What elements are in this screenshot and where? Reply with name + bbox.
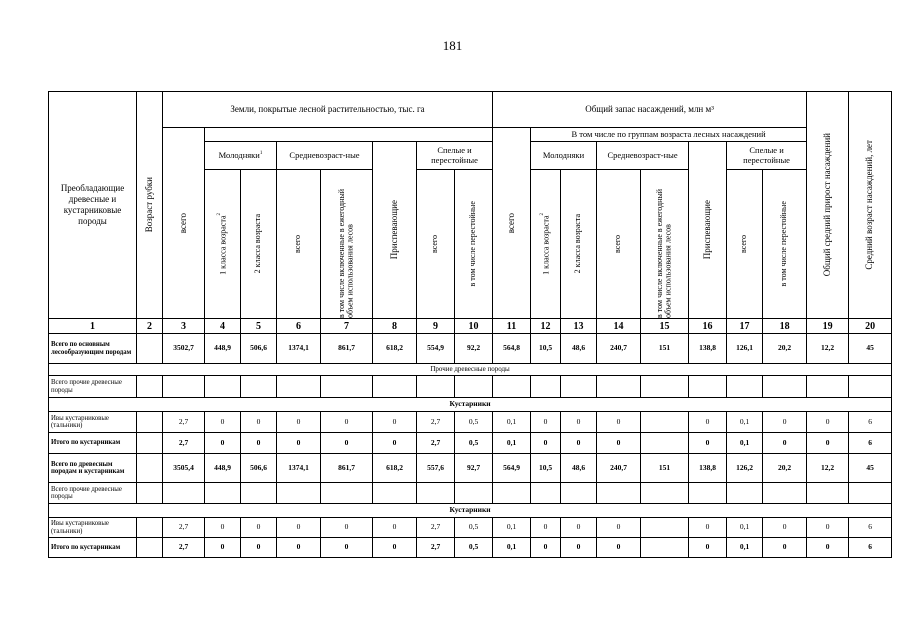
row-label: Итого по кустарникам	[49, 538, 137, 558]
table-cell: 2,7	[163, 538, 205, 558]
row-label: Ивы кустарниковые (тальники)	[49, 412, 137, 433]
stock-total-header: всего	[493, 128, 531, 319]
column-number: 8	[373, 319, 417, 334]
column-number: 20	[849, 319, 892, 334]
avg-age-header: Средний возраст насаждений, лет	[849, 92, 892, 319]
table-cell: 0	[205, 518, 241, 538]
column-number: 17	[727, 319, 763, 334]
table-cell: 0	[241, 518, 277, 538]
table-cell: 861,7	[321, 334, 373, 364]
table-cell: 448,9	[205, 454, 241, 483]
table-cell: 0,1	[727, 518, 763, 538]
row-label: Всего прочие древесные породы	[49, 376, 137, 398]
table-cell: 0,1	[727, 412, 763, 433]
table-cell: 0	[373, 518, 417, 538]
table-cell: 2,7	[417, 412, 455, 433]
table-cell: 0	[807, 412, 849, 433]
middle-total-header: всего	[277, 170, 321, 319]
table-cell	[137, 334, 163, 364]
young-header: Молодняки$^1$	[205, 142, 277, 170]
table-cell: 12,2	[807, 454, 849, 483]
table-cell	[493, 483, 531, 504]
table-cell: 0,5	[455, 538, 493, 558]
table-cell	[321, 483, 373, 504]
table-cell	[137, 518, 163, 538]
table-cell: 45	[849, 454, 892, 483]
table-cell: 3505,4	[163, 454, 205, 483]
table-cell: 151	[641, 454, 689, 483]
table-cell: 12,2	[807, 334, 849, 364]
table-cell: 0	[373, 433, 417, 454]
table-cell: 2,7	[417, 433, 455, 454]
table-cell: 0	[321, 433, 373, 454]
table-cell	[241, 483, 277, 504]
class1-header: 1 класса возраста$^2$	[205, 170, 241, 319]
mature-incl-header: в том числе перестойные	[455, 170, 493, 319]
table-cell: 506,6	[241, 454, 277, 483]
table-row	[49, 454, 892, 483]
table-cell	[137, 433, 163, 454]
table-cell: 2,7	[163, 433, 205, 454]
table-cell	[493, 376, 531, 398]
table-row	[49, 412, 892, 433]
table-cell: 0	[763, 518, 807, 538]
table-cell: 0,5	[455, 433, 493, 454]
table-cell: 1374,1	[277, 454, 321, 483]
middle-header: Средневозраст-ные	[277, 142, 373, 170]
table-cell	[807, 376, 849, 398]
table-cell	[205, 483, 241, 504]
table-cell: 0	[689, 518, 727, 538]
class2-header: 2 класса возраста	[241, 170, 277, 319]
stock-mature-header: Спелые и перестойные	[727, 142, 807, 170]
stock-ripening-header: Приспевающие	[689, 142, 727, 319]
table-cell	[689, 483, 727, 504]
table-cell: 0	[689, 433, 727, 454]
table-cell: 10,5	[531, 454, 561, 483]
table-cell: 0	[807, 433, 849, 454]
area-blank-cell	[205, 128, 493, 142]
table-cell: 92,2	[455, 334, 493, 364]
table-row	[49, 376, 892, 398]
table-cell: 2,7	[163, 518, 205, 538]
table-cell: 564,8	[493, 334, 531, 364]
row-label: Ивы кустарниковые (тальники)	[49, 518, 137, 538]
mature-total-header: всего	[417, 170, 455, 319]
area-total-header: всего	[163, 128, 205, 319]
table-cell	[137, 454, 163, 483]
table-cell: 0	[373, 538, 417, 558]
middle-incl-header: в том числе включенные в ежегодный объем использования лесов	[321, 170, 373, 319]
table-cell	[561, 483, 597, 504]
table-cell	[641, 518, 689, 538]
table-cell: 6	[849, 518, 892, 538]
table-row	[49, 538, 892, 558]
table-cell: 48,6	[561, 334, 597, 364]
table-cell: 0,1	[493, 412, 531, 433]
table-cell: 0	[531, 518, 561, 538]
table-cell: 0	[277, 518, 321, 538]
table-cell: 554,9	[417, 334, 455, 364]
table-cell	[137, 376, 163, 398]
table-cell: 0	[561, 538, 597, 558]
column-numbers-row	[49, 319, 892, 334]
stock-young-header: Молодняки	[531, 142, 597, 170]
table-cell: 0	[205, 538, 241, 558]
column-number: 12	[531, 319, 561, 334]
table-cell: 0	[241, 538, 277, 558]
table-row	[49, 483, 892, 504]
table-cell: 0	[373, 412, 417, 433]
table-cell	[373, 376, 417, 398]
page-number: 181	[442, 38, 463, 53]
column-number: 10	[455, 319, 493, 334]
table-cell: 0	[205, 412, 241, 433]
table-cell	[727, 376, 763, 398]
area-group-header: Земли, покрытые лесной растительностью, тыс. га	[163, 92, 493, 128]
table-cell: 0	[597, 518, 641, 538]
table-cell: 48,6	[561, 454, 597, 483]
cut-age-header: Возраст рубки	[137, 92, 163, 319]
table-cell: 0	[763, 538, 807, 558]
table-cell: 0	[241, 433, 277, 454]
table-cell: 240,7	[597, 454, 641, 483]
table-cell	[763, 483, 807, 504]
table-cell	[641, 433, 689, 454]
table-cell	[641, 483, 689, 504]
table-cell: 0	[321, 412, 373, 433]
table-cell: 0	[561, 518, 597, 538]
table-cell	[321, 376, 373, 398]
table-cell: 0	[597, 433, 641, 454]
section-row	[49, 504, 892, 518]
column-number: 14	[597, 319, 641, 334]
column-number: 18	[763, 319, 807, 334]
stock-mature-incl-header: в том числе перестойные	[763, 170, 807, 319]
column-number: 19	[807, 319, 849, 334]
ripening-header: Приспевающие	[373, 142, 417, 319]
column-number: 7	[321, 319, 373, 334]
table-cell	[455, 483, 493, 504]
table-cell	[241, 376, 277, 398]
table-cell: 240,7	[597, 334, 641, 364]
table-cell	[455, 376, 493, 398]
stock-class2-header: 2 класса возраста	[561, 170, 597, 319]
table-cell	[641, 412, 689, 433]
table-cell: 10,5	[531, 334, 561, 364]
table-cell: 6	[849, 433, 892, 454]
mature-header: Спелые и перестойные	[417, 142, 493, 170]
table-cell: 0	[763, 433, 807, 454]
column-number: 6	[277, 319, 321, 334]
table-cell: 0	[561, 433, 597, 454]
table-cell: 0	[531, 433, 561, 454]
table-cell: 0	[277, 412, 321, 433]
table-cell: 138,8	[689, 334, 727, 364]
table-cell: 2,7	[417, 518, 455, 538]
table-cell	[163, 483, 205, 504]
table-cell	[849, 483, 892, 504]
table-cell	[763, 376, 807, 398]
table-cell: 0,1	[493, 538, 531, 558]
table-cell: 2,7	[417, 538, 455, 558]
table-cell: 6	[849, 412, 892, 433]
table-cell: 20,2	[763, 334, 807, 364]
table-cell	[137, 412, 163, 433]
table-cell: 0	[321, 518, 373, 538]
table-cell: 0	[807, 518, 849, 538]
table-cell: 506,6	[241, 334, 277, 364]
table-cell: 151	[641, 334, 689, 364]
stock-mature-total-header: всего	[727, 170, 763, 319]
table-cell	[417, 376, 455, 398]
table-row	[49, 334, 892, 364]
column-number: 4	[205, 319, 241, 334]
column-number: 1	[49, 319, 137, 334]
table-cell	[531, 376, 561, 398]
table-cell: 0	[531, 412, 561, 433]
table-cell	[417, 483, 455, 504]
table-cell	[163, 376, 205, 398]
table-cell: 3502,7	[163, 334, 205, 364]
table-cell: 861,7	[321, 454, 373, 483]
forest-stock-table	[48, 91, 892, 558]
table-cell: 0	[689, 412, 727, 433]
stock-middle-total-header: всего	[597, 170, 641, 319]
table-cell	[277, 483, 321, 504]
table-cell	[597, 376, 641, 398]
column-number: 9	[417, 319, 455, 334]
table-cell: 138,8	[689, 454, 727, 483]
table-cell	[641, 538, 689, 558]
table-cell: 0,1	[493, 433, 531, 454]
stock-group-header: Общий запас насаждений, млн м³	[493, 92, 807, 128]
table-cell: 0	[763, 412, 807, 433]
table-cell: 126,2	[727, 454, 763, 483]
table-cell: 0	[241, 412, 277, 433]
table-cell: 0,1	[727, 538, 763, 558]
table-cell	[641, 376, 689, 398]
table-cell	[689, 376, 727, 398]
table-cell	[373, 483, 417, 504]
column-number: 15	[641, 319, 689, 334]
table-cell: 2,7	[163, 412, 205, 433]
table-cell: 0	[597, 538, 641, 558]
table-cell: 448,9	[205, 334, 241, 364]
species-header: Преобладающие древесные и кустарниковые породы	[49, 92, 137, 319]
table-cell: 45	[849, 334, 892, 364]
table-cell	[849, 376, 892, 398]
table-row	[49, 518, 892, 538]
table-cell	[277, 376, 321, 398]
table-cell	[597, 483, 641, 504]
table-cell: 0	[277, 538, 321, 558]
table-cell: 0	[321, 538, 373, 558]
table-cell: 0	[597, 412, 641, 433]
table-cell: 564,9	[493, 454, 531, 483]
table-cell: 0	[205, 433, 241, 454]
table-cell: 0,5	[455, 412, 493, 433]
table-cell: 557,6	[417, 454, 455, 483]
growth-header: Общий средний прирост насаждений	[807, 92, 849, 319]
table-cell	[531, 483, 561, 504]
stock-class1-header: 1 класса возраста$^2$	[531, 170, 561, 319]
table-cell	[137, 538, 163, 558]
table-cell: 618,2	[373, 454, 417, 483]
stock-middle-header: Средневозраст-ные	[597, 142, 689, 170]
table-cell	[561, 376, 597, 398]
table-cell: 126,1	[727, 334, 763, 364]
table-cell: 0	[561, 412, 597, 433]
table-cell: 20,2	[763, 454, 807, 483]
section-shrubs-2: Кустарники	[49, 504, 892, 518]
table-cell: 1374,1	[277, 334, 321, 364]
table-cell: 92,7	[455, 454, 493, 483]
table-cell: 0	[689, 538, 727, 558]
column-number: 13	[561, 319, 597, 334]
table-cell: 0	[531, 538, 561, 558]
table-cell	[807, 483, 849, 504]
column-number: 2	[137, 319, 163, 334]
section-row	[49, 398, 892, 412]
row-label: Всего по основным лесообразующим породам	[49, 334, 137, 364]
section-other-trees: Прочие древесные породы	[49, 364, 892, 376]
column-number: 5	[241, 319, 277, 334]
table-cell: 0,5	[455, 518, 493, 538]
column-number: 11	[493, 319, 531, 334]
table-cell: 0	[807, 538, 849, 558]
row-label: Итого по кустарникам	[49, 433, 137, 454]
table-cell: 618,2	[373, 334, 417, 364]
stock-middle-incl-header: в том числе включенные в ежегодный объем использования лесов	[641, 170, 689, 319]
table-cell	[205, 376, 241, 398]
stock-subgroup-header: В том числе по группам возраста лесных насаждений	[531, 128, 807, 142]
column-number: 16	[689, 319, 727, 334]
table-cell: 6	[849, 538, 892, 558]
table-cell: 0	[277, 433, 321, 454]
table-cell	[727, 483, 763, 504]
row-label: Всего по древесным породам и кустарникам	[49, 454, 137, 483]
column-number: 3	[163, 319, 205, 334]
table-cell: 0,1	[727, 433, 763, 454]
table-cell: 0,1	[493, 518, 531, 538]
section-row	[49, 364, 892, 376]
row-label: Всего прочие древесные породы	[49, 483, 137, 504]
section-shrubs: Кустарники	[49, 398, 892, 412]
table-row	[49, 433, 892, 454]
table-cell	[137, 483, 163, 504]
